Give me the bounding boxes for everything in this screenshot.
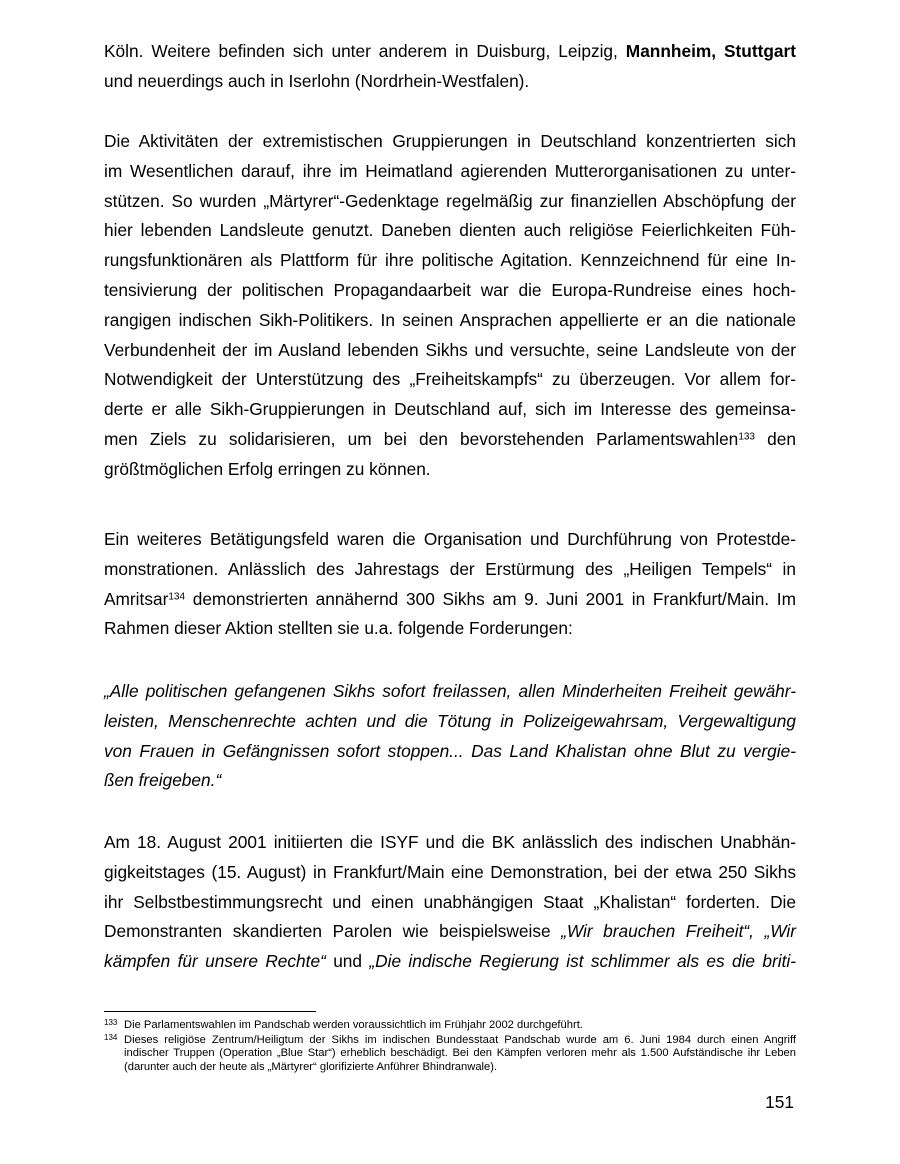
text-line: rangigen indischen Sikh-Politikers. In seinen Ansprachen appellierte er an die nationale	[104, 309, 796, 330]
text-line: gigkeitstages (15. August) in Frankfurt/Main eine Demonstration, bei der etwa 250 Sikhs	[104, 861, 796, 882]
footnote-text: Dieses religiöse Zentrum/Heiligtum der Sikhs im indischen Bundesstaat Pandschab wurde am 6. Juni 1984 durch einen Angriff indischer Truppen (Operation „Blue Star“) erheblich beschädigt. Bei den Kämpfen verloren mehr als 1.500 Aufständische ihr Leben (darunter auch der heute als „Märtyrer“ glorifizierte Anführer Bhindranwale).	[124, 1034, 796, 1073]
text-line: kämpfen für unsere Rechte“ und „Die indische Regierung ist schlimmer als es die briti-	[104, 951, 796, 972]
footnote-134	[104, 1034, 796, 1074]
footnote-text: Die Parlamentswahlen im Pandschab werden voraussichtlich im Frühjahr 2002 durchgeführt.	[124, 1019, 583, 1031]
footnote-133	[104, 1019, 796, 1032]
text-line: größtmöglichen Erfolg erringen zu können.	[104, 458, 431, 479]
text-line: Köln. Weitere befinden sich unter anderem in Duisburg, Leipzig, Mannheim, Stuttgart	[104, 41, 796, 61]
paragraph-2	[104, 127, 796, 485]
footnote-number: 134	[104, 1033, 118, 1042]
text-line: und neuerdings auch in Iserlohn (Nordrhein-Westfalen).	[104, 70, 530, 91]
paragraph-3	[104, 525, 796, 644]
text-line: stützen. So wurden „Märtyrer“-Gedenktage regelmäßig zur finanziellen Abschöpfung der	[104, 190, 796, 211]
text-line: Amritsar$^{134}$ demonstrierten annähernd 300 Sikhs am 9. Juni 2001 in Frankfurt/Main. Im	[104, 588, 796, 609]
footnote-ref-134: 134	[168, 591, 186, 603]
text-line: Verbundenheit der im Ausland lebenden Sikhs und versuchte, seine Landsleute von der	[104, 339, 796, 360]
text-line: leisten, Menschenrechte achten und die Tötung in Polizeigewahrsam, Vergewaltigung	[104, 710, 796, 731]
text-line: Rahmen dieser Aktion stellten sie u.a. folgende Forderungen:	[104, 618, 573, 639]
paragraph-5	[104, 828, 796, 977]
footnote-number: 133	[104, 1018, 118, 1027]
footnote-separator	[104, 1011, 316, 1012]
text-line: Am 18. August 2001 initiierten die ISYF und die BK anlässlich des indischen Unabhän-	[104, 832, 796, 852]
footnote-ref-133: 133	[738, 431, 755, 443]
text-line: Notwendigkeit der Unterstützung des „Freiheitskampfs“ zu überzeugen. Vor allem for-	[104, 369, 796, 390]
page-number: 151	[765, 1092, 794, 1112]
paragraph-1	[104, 37, 796, 97]
text-line: Die Aktivitäten der extremistischen Gruppierungen in Deutschland konzentrierten sich	[104, 131, 796, 151]
text-line: hier lebenden Landsleute genutzt. Daneben dienten auch religiöse Feierlichkeiten Füh-	[104, 220, 796, 241]
text-line: rungsfunktionären als Plattform für ihre politische Agitation. Kennzeichnend für eine In-	[104, 250, 796, 271]
text-line: tensivierung der politischen Propagandaarbeit war die Europa-Rundreise eines hoch-	[104, 279, 796, 300]
text-line: von Frauen in Gefängnissen sofort stoppen... Das Land Khalistan ohne Blut zu vergie-	[104, 740, 796, 761]
text-line: ßen freigeben.“	[104, 770, 222, 791]
quote-block	[104, 677, 796, 796]
text-line: „Alle politischen gefangenen Sikhs sofort freilassen, allen Minderheiten Freiheit gewähr-	[104, 681, 796, 701]
text-line: men Ziels zu solidarisieren, um bei den bevorstehenden Parlamentswahlen$^{133}$ den	[104, 428, 796, 449]
text-line: Demonstranten skandierten Parolen wie beispielsweise „Wir brauchen Freiheit“, „Wir	[104, 921, 797, 942]
text-line: im Wesentlichen darauf, ihre im Heimatland agierenden Mutterorganisationen zu unter-	[104, 160, 796, 181]
text-line: derte er alle Sikh-Gruppierungen in Deutschland auf, sich im Interesse des gemeinsa-	[104, 399, 796, 420]
text-line: Ein weiteres Betätigungsfeld waren die Organisation und Durchführung von Protestde-	[104, 529, 796, 549]
text-line: monstrationen. Anlässlich des Jahrestags der Erstürmung des „Heiligen Tempels“ in	[104, 558, 796, 579]
text-line: ihr Selbstbestimmungsrecht und einen unabhängigen Staat „Khalistan“ forderten. Die	[104, 891, 796, 912]
